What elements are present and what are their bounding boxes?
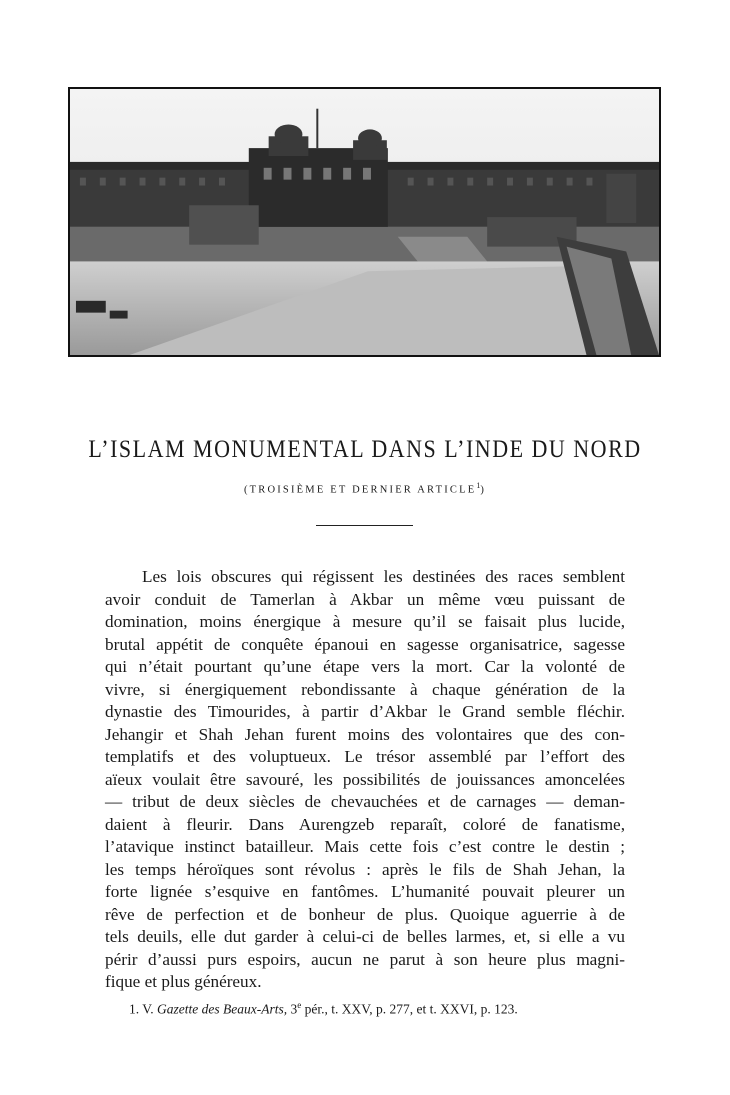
subtitle-close: ) xyxy=(480,484,487,496)
body-line: Les lois obscures qui régissent les destinées des races semblent xyxy=(142,567,625,586)
body-line: domination, moins énergique à mesure qu’il se faisait plus lucide, xyxy=(105,612,625,631)
body-line: brutal appétit de conquête épanoui en sagesse organisatrice, sagesse xyxy=(105,634,625,654)
title-divider xyxy=(316,525,413,526)
body-line: Jehangir et Shah Jehan furent moins des volontaires que des con- xyxy=(105,724,625,744)
body-line: qui n’était pourtant qu’une étape vers la mort. Car la volonté de xyxy=(105,657,625,676)
subtitle-text: (TROISIÈME ET DERNIER ARTICLE xyxy=(243,484,477,496)
body-line: templatifs et des voluptueux. Le trésor assemblé par l’effort des xyxy=(105,747,625,766)
body-line: — tribut de deux siècles de chevauchées et de carnages — deman- xyxy=(105,792,625,811)
body-line: daient à fleurir. Dans Aurengzeb reparaît, coloré de fanatisme, xyxy=(105,814,625,834)
article-body xyxy=(105,566,625,994)
fort-photograph-icon xyxy=(70,89,659,355)
body-line: rêve de perfection et de bonheur de plus. Quoique aguerrie à de xyxy=(105,904,625,924)
footnote xyxy=(129,1000,518,1018)
footnote-rest: pér., t. XXV, p. 277, et t. XXVI, p. 123. xyxy=(304,1001,518,1017)
body-line: forte lignée s’esquive en fantômes. L’humanité pouvait pleurer un xyxy=(105,882,625,901)
body-line: aïeux voulait être savouré, les possibilités de jouissances amoncelées xyxy=(105,769,625,789)
body-line: fique et plus généreux. xyxy=(105,972,262,991)
footnote-marker: 1 xyxy=(476,481,481,490)
body-line: l’atavique instinct batailleur. Mais cette fois c’est contre le destin ; xyxy=(105,837,625,856)
body-line: avoir conduit de Tamerlan à Akbar un même vœu puissant de xyxy=(105,589,625,609)
article-title: L’ISLAM MONUMENTAL DANS L’INDE DU NORD xyxy=(88,434,642,463)
body-line: tels deuils, elle dut garder à celui-ci de belles larmes, et, si elle a vu xyxy=(105,927,625,946)
body-line: vivre, si énergiquement rebondissante à chaque génération de la xyxy=(105,679,625,699)
body-line: les temps héroïques sont révolus : après le fils de Shah Jehan, la xyxy=(105,859,625,879)
footnote-edition: 3 xyxy=(290,1001,298,1017)
fort-photograph xyxy=(68,87,661,357)
footnote-journal: Gazette des Beaux-Arts, xyxy=(157,1001,288,1017)
article-subtitle xyxy=(0,481,730,496)
body-line: dynastie des Timourides, à partir d’Akbar le Grand semble fléchir. xyxy=(105,702,625,721)
body-line: périr d’aussi purs espoirs, aucun ne parut à son heure plus magni- xyxy=(105,949,625,969)
footnote-edition-sup: e xyxy=(297,1000,302,1010)
footnote-number: 1. V. xyxy=(129,1001,154,1017)
